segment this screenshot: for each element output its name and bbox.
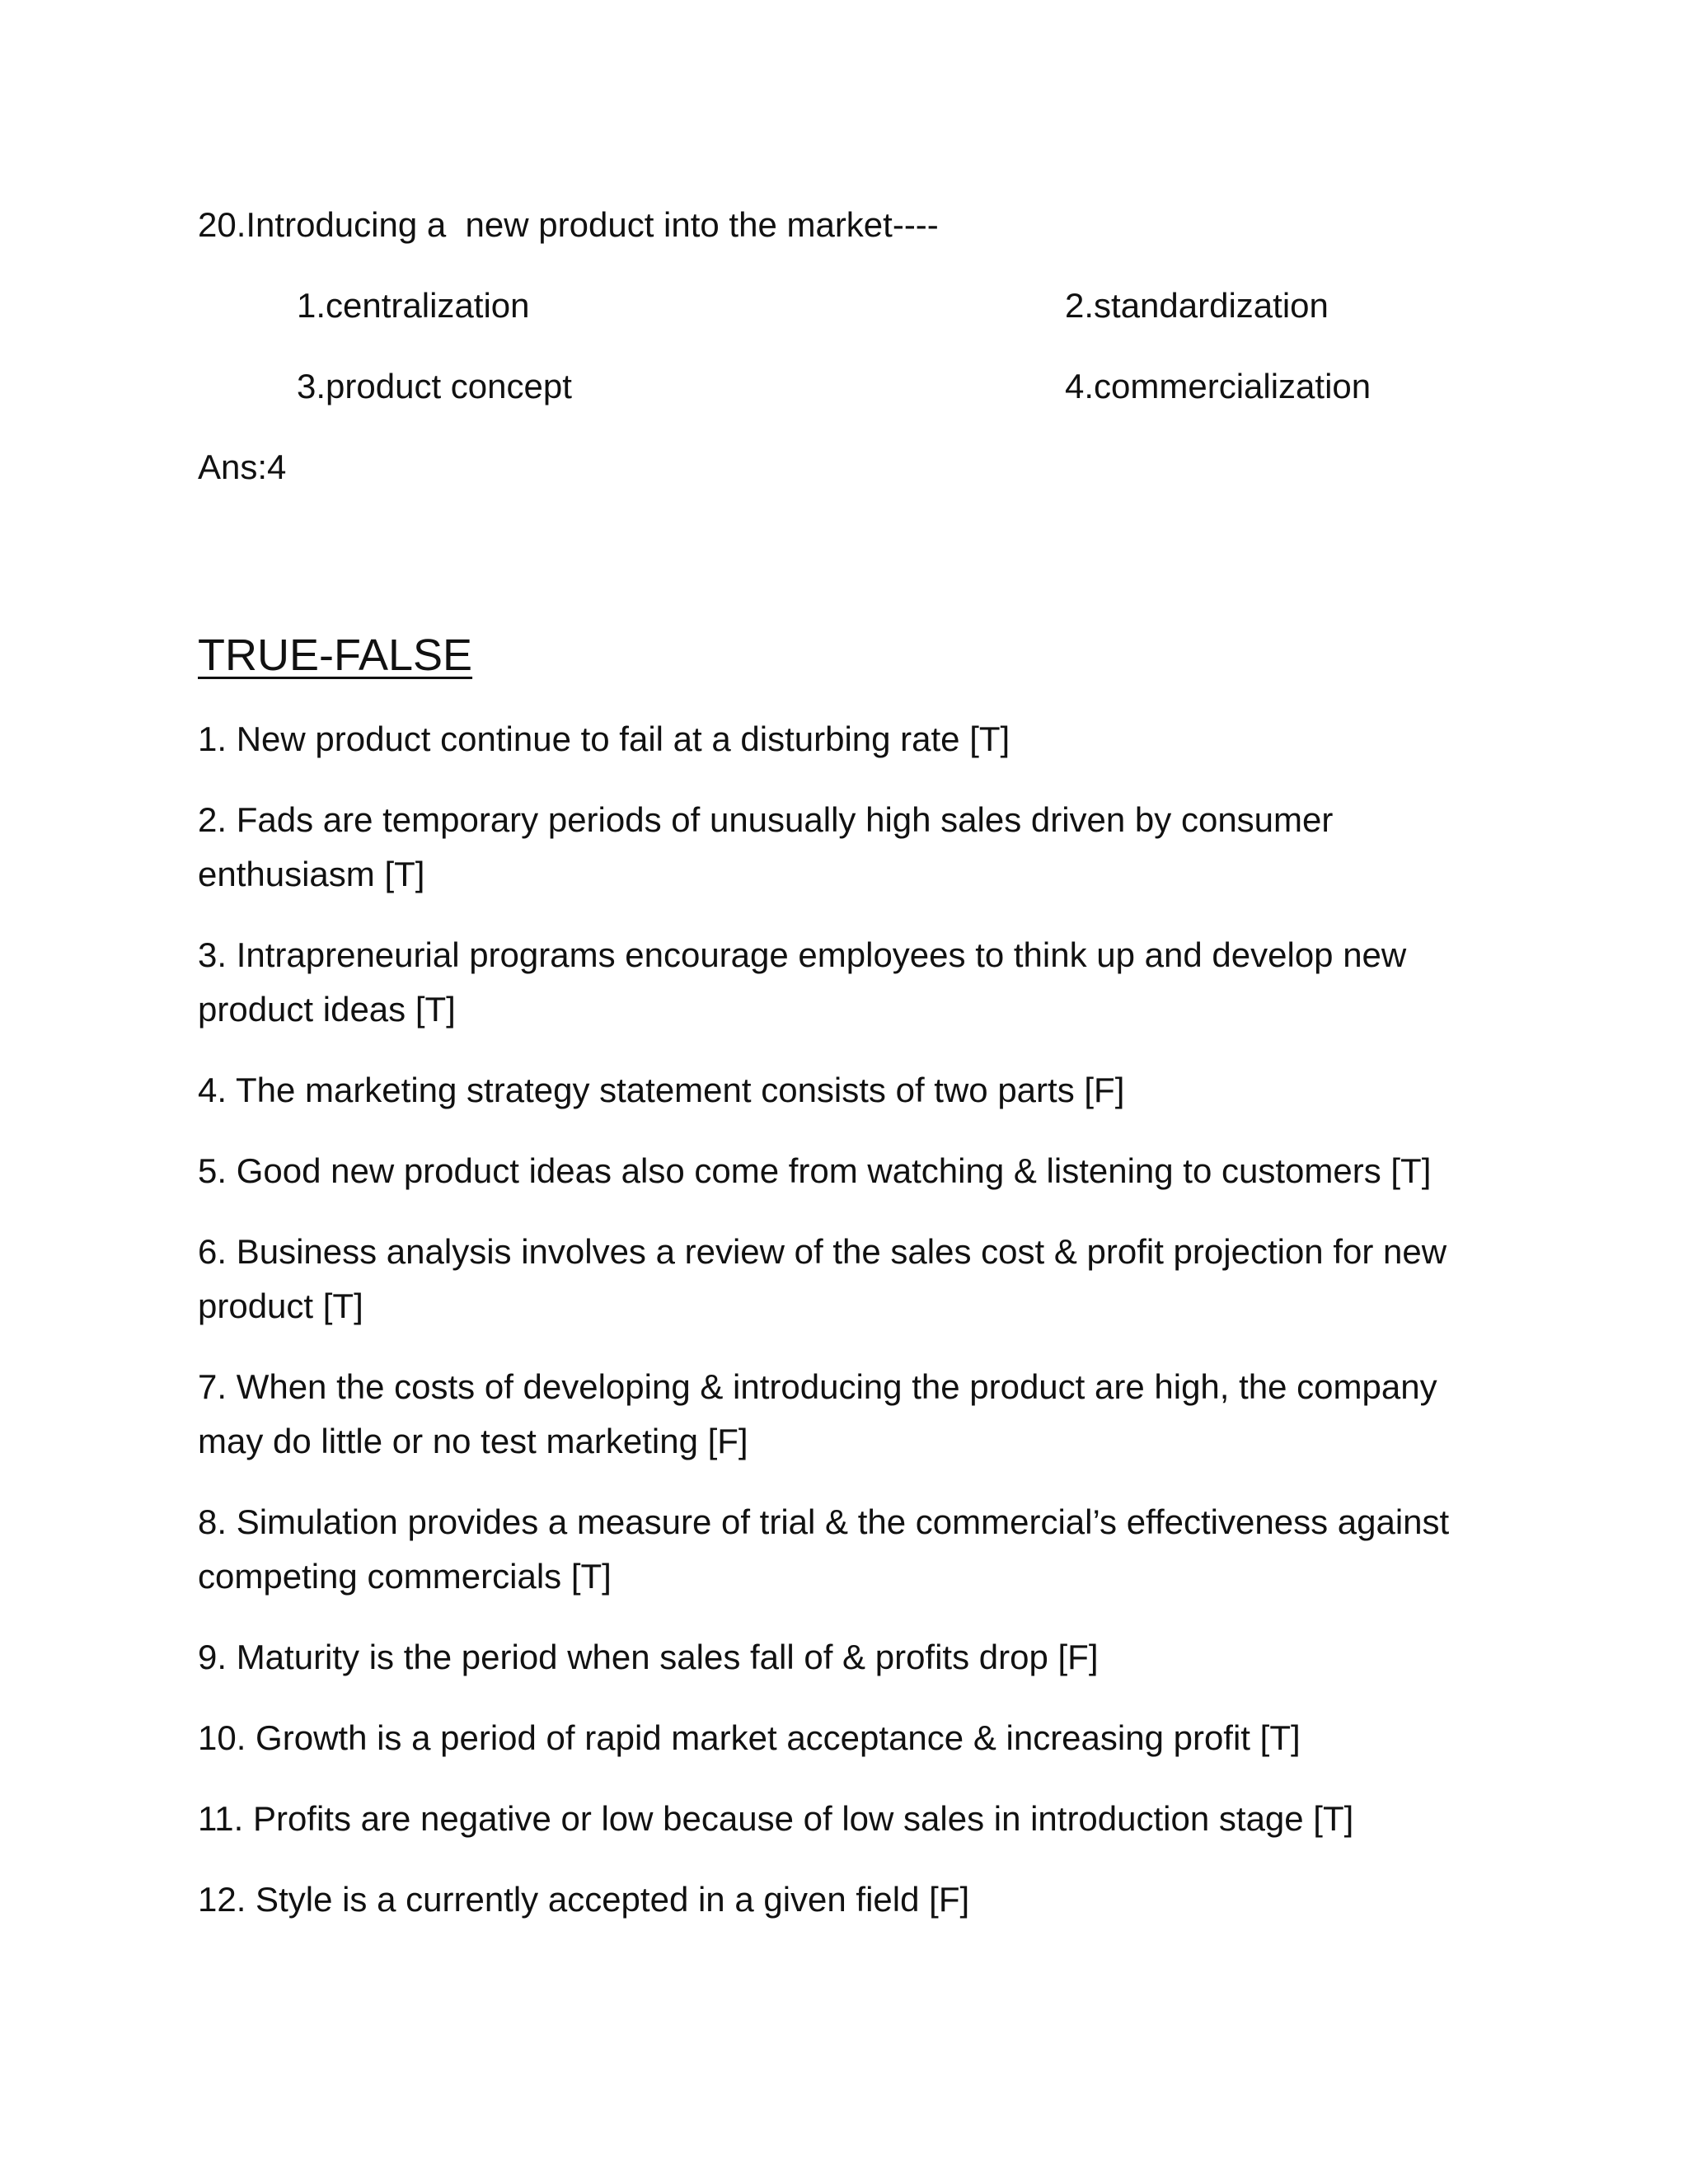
true-false-item: 9. Maturity is the period when sales fall of & profits drop [F] (198, 1638, 1099, 1676)
true-false-item: 6. Business analysis involves a review of the sales cost & profit projection for new product [T] (198, 1232, 1447, 1325)
mcq-question: 20.Introducing a new product into the market---- (198, 205, 939, 244)
true-false-item: 8. Simulation provides a measure of trial & the commercial’s effectiveness against competing commercials [T] (198, 1502, 1450, 1596)
true-false-item: 12. Style is a currently accepted in a given field [F] (198, 1880, 970, 1919)
true-false-list (198, 712, 1517, 1927)
section-heading-true-false: TRUE-FALSE (198, 630, 473, 680)
mcq-option-4: 4.commercialization (1065, 367, 1372, 405)
mcq-options (198, 279, 1517, 442)
true-false-item: 2. Fads are temporary periods of unusually high sales driven by consumer enthusiasm [T] (198, 800, 1334, 893)
mcq-option-2: 2.standardization (1065, 286, 1329, 325)
mcq-answer: Ans:4 (198, 448, 287, 486)
true-false-item: 7. When the costs of developing & introducing the product are high, the company may do little or no test marketing [F] (198, 1367, 1437, 1460)
true-false-item: 4. The marketing strategy statement consists of two parts [F] (198, 1071, 1125, 1109)
true-false-item: 5. Good new product ideas also come from watching & listening to customers [T] (198, 1151, 1432, 1190)
true-false-item: 11. Profits are negative or low because of low sales in introduction stage [T] (198, 1799, 1354, 1838)
mcq-option-1: 1.centralization (297, 286, 530, 325)
mcq-option-3: 3.product concept (297, 367, 572, 405)
true-false-item: 3. Intrapreneurial programs encourage employees to think up and develop new product ideas [T] (198, 935, 1407, 1029)
true-false-item: 1. New product continue to fail at a disturbing rate [T] (198, 719, 1010, 758)
true-false-item: 10. Growth is a period of rapid market acceptance & increasing profit [T] (198, 1718, 1301, 1757)
document-content (198, 198, 1517, 1953)
